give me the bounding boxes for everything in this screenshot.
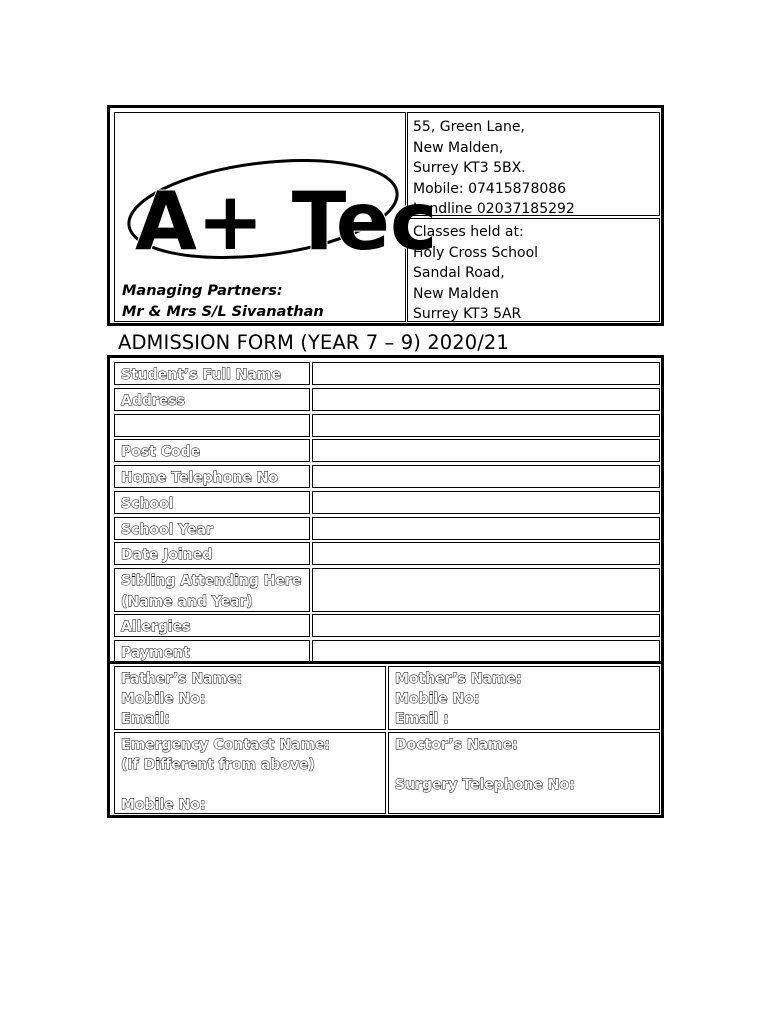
label-date-joined: Date Joined [114, 542, 310, 565]
sibling-field[interactable] [312, 568, 660, 612]
header-block [107, 105, 664, 326]
address-2-field[interactable] [312, 414, 660, 437]
doctor-name-label: Doctor’s Name: [395, 737, 518, 753]
label-payment: Payment [114, 640, 310, 663]
emergency-note-label: (If Different from above) [121, 757, 315, 773]
label-home-telephone: Home Telephone No [114, 465, 310, 488]
mother-mobile-label: Mobile No: [395, 691, 480, 707]
landline-line: Landline 02037185292 [413, 201, 575, 217]
logo-text: A+ Tec [135, 175, 438, 268]
classes-line: Holy Cross School [413, 244, 539, 261]
doctor-box[interactable] [388, 732, 660, 814]
mother-box[interactable] [388, 666, 660, 730]
father-name-label: Father’s Name: [121, 671, 243, 687]
label-school: School [114, 491, 310, 514]
label-address: Address [114, 388, 310, 411]
classes-heading: Classes held at: [413, 224, 524, 240]
managing-partners [122, 281, 324, 323]
payment-field[interactable] [312, 640, 660, 663]
student-name-field[interactable] [312, 362, 660, 385]
emergency-mobile-label: Mobile No: [121, 797, 206, 813]
school-year-field[interactable] [312, 517, 660, 540]
emergency-box[interactable] [114, 732, 386, 814]
date-joined-field[interactable] [312, 542, 660, 565]
father-email-label: Email: [121, 711, 170, 727]
mother-email-label: Email : [395, 711, 449, 727]
label-post-code: Post Code [114, 439, 310, 462]
mobile-line: Mobile: 07415878086 [413, 180, 567, 197]
classes-box [407, 218, 660, 322]
school-field[interactable] [312, 491, 660, 514]
address-line: 55, Green Lane, [413, 119, 525, 135]
logo-icon [119, 147, 438, 275]
classes-line: New Malden [413, 285, 499, 302]
page-title: ADMISSION FORM (YEAR 7 – 9) 2020/21 [118, 331, 509, 354]
surgery-telephone-label: Surgery Telephone No: [395, 777, 575, 793]
post-code-field[interactable] [312, 439, 660, 462]
mother-name-label: Mother’s Name: [395, 671, 522, 687]
managing-names: Mr & Mrs S/L Sivanathan [122, 304, 324, 320]
father-mobile-label: Mobile No: [121, 691, 206, 707]
emergency-name-label: Emergency Contact Name: [121, 737, 331, 753]
logo-box [114, 112, 438, 322]
label-address-2 [114, 414, 310, 437]
contacts-section [107, 661, 664, 818]
classes-line: Surrey KT3 5AR [413, 306, 522, 322]
managing-label: Managing Partners: [122, 283, 283, 299]
label-allergies: Allergies [114, 614, 310, 637]
admission-form [107, 355, 664, 663]
address-line: New Malden, [413, 139, 504, 156]
label-sibling: Sibling Attending Here (Name and Year) [114, 568, 310, 612]
classes-line: Sandal Road, [413, 265, 505, 281]
father-box[interactable] [114, 666, 386, 730]
address-line: Surrey KT3 5BX. [413, 160, 526, 176]
address-box [407, 112, 660, 216]
label-student-name: Student’s Full Name [114, 362, 310, 385]
label-school-year: School Year [114, 517, 310, 540]
home-telephone-field[interactable] [312, 465, 660, 488]
allergies-field[interactable] [312, 614, 660, 637]
address-field[interactable] [312, 388, 660, 411]
